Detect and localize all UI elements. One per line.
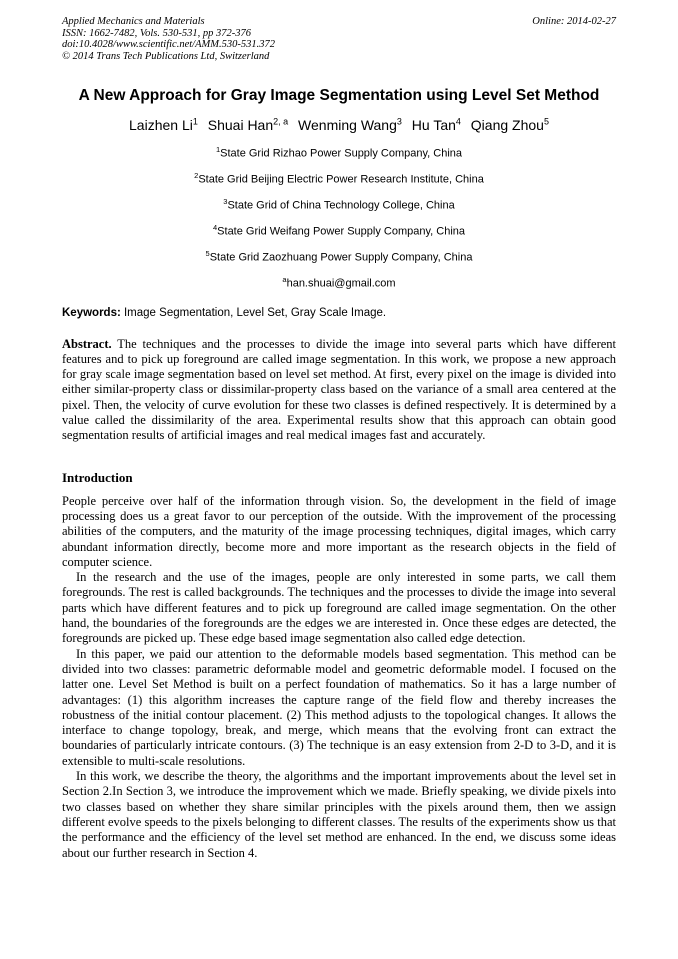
journal-header [62, 16, 616, 62]
issn-line: ISSN: 1662-7482, Vols. 530-531, pp 372-376 [62, 27, 251, 39]
affiliations-block [62, 139, 616, 296]
affiliation-superscript: 1 [215, 144, 221, 154]
author-name: Qiang Zhou [470, 116, 544, 133]
email-text: han.shuai@gmail.com [286, 278, 396, 291]
affiliation-text: State Grid Rizhao Power Supply Company, China [220, 147, 463, 160]
affiliation-line [62, 217, 616, 243]
affiliation-line [62, 243, 616, 269]
author-name: Wenming Wang [298, 116, 397, 133]
affiliation-superscript: 2 [194, 170, 199, 180]
keywords-text: Image Segmentation, Level Set, Gray Scale Image. [120, 306, 387, 319]
email-superscript: a [282, 275, 287, 285]
author [412, 117, 461, 133]
journal-header-left [62, 16, 275, 62]
abstract-paragraph [62, 337, 616, 444]
author-superscript: 2, a [273, 116, 289, 126]
section-heading-introduction: Introduction [62, 469, 133, 485]
affiliation-line [62, 165, 616, 191]
affiliation-superscript: 4 [213, 223, 218, 233]
affiliation-text: State Grid of China Technology College, China [227, 199, 455, 212]
email-line [62, 269, 616, 295]
author [129, 117, 198, 133]
affiliation-line [62, 139, 616, 165]
author-superscript: 3 [396, 116, 402, 126]
author-name: Hu Tan [411, 116, 456, 133]
online-date: Online: 2014-02-27 [532, 16, 616, 27]
affiliation-text: State Grid Weifang Power Supply Company, China [217, 225, 465, 238]
author-superscript: 5 [543, 116, 549, 126]
introduction-paragraph: In this work, we describe the theory, the algorithms and the important improvements about the level set in Section 2.In Section 3, we introduce the improvement which we made. Briefly speaking, we divide pixels into two classes based on whether they share similar principles with the pixels around them, then we assign different evolve speeds to the pixels belonging to different classes. The results of the experiments show us that the performance and the efficiency of the level set method are enhanced. In the end, we discuss some ideas about our further research in Section 4. [62, 769, 616, 860]
authors-line [62, 112, 616, 134]
author-superscript: 4 [455, 116, 461, 126]
keywords-label: Keywords: [62, 306, 121, 319]
journal-title: Applied Mechanics and Materials [62, 16, 205, 27]
keywords-line [62, 306, 616, 321]
introduction-paragraph: In this paper, we paid our attention to the deformable models based segmentation. This method can be divided into two classes: parametric deformable model and geometric deformable model. I focused on the latter one. Level Set Method is built on a perfect foundation of mathematics. So it has a large number of advantages: (1) this algorithm increases the capture range of the field flow and thereby increases the robustness of the initial contour placement. (2) This method adjusts to the topological changes. It allows the interface to change topology, break, and merge, which means that the evolving front can extract the boundaries of particularly intricate contours. (3) The technique is an easy extension from 2-D to 3-D, and it is extensible to multi-scale resolutions. [62, 646, 616, 768]
author [298, 117, 402, 133]
abstract-text: The techniques and the processes to divide the image into several parts which have different features and to pick up foreground are called image segmentation. In this work, we propose a new approach for gray scale image segmentation based on level set method. At first, every pixel on the image is divided into either similar-property class or dissimilar-property class based on the variance of a small area centered at the pixel. Then, the velocity of curve evolution for these two classes is defined respectively. It is determined by a value called the dissimilarity of the area. Experimental results show that this approach can obtain good segmentation results of artificial images and real medical images fast and accurately. [62, 336, 616, 443]
introduction-body [62, 494, 616, 861]
introduction-paragraph: In the research and the use of the images, people are only interested in some parts, we call them foregrounds. The rest is called backgrounds. The techniques and the processes to divide the image into several parts which have different features and to pick up foreground are called image segmentation. On the other hand, the boundaries of the foregrounds are the edges we are interested in. Once these edges are detected, the foregrounds are picked up. These edge based image segmentation also called edge detection. [62, 570, 616, 646]
author-name: Shuai Han [207, 116, 274, 133]
affiliation-superscript: 5 [205, 249, 210, 259]
copyright-line: © 2014 Trans Tech Publications Ltd, Switzerland [62, 50, 270, 62]
author-superscript: 1 [192, 116, 198, 126]
author [208, 117, 288, 133]
author-name: Laizhen Li [129, 116, 193, 133]
doi-line: doi:10.4028/www.scientific.net/AMM.530-531.372 [62, 39, 275, 50]
affiliation-line [62, 191, 616, 217]
abstract-label: Abstract. [62, 336, 112, 351]
affiliation-text: State Grid Beijing Electric Power Research Institute, China [198, 173, 484, 186]
paper-title: A New Approach for Gray Image Segmentation using Level Set Method [78, 87, 600, 104]
author [471, 117, 549, 133]
affiliation-text: State Grid Zaozhuang Power Supply Company, China [209, 251, 473, 264]
introduction-paragraph: People perceive over half of the information through vision. So, the development in the field of image processing does us a great favor to our perception of the outside. With the improvement of the processing abilities of the computers, and the maturity of the image processing techniques, digital images, which carry abundant information directly, become more and more important as the research objects in the field of computer science. [62, 493, 616, 569]
affiliation-superscript: 3 [223, 196, 228, 206]
